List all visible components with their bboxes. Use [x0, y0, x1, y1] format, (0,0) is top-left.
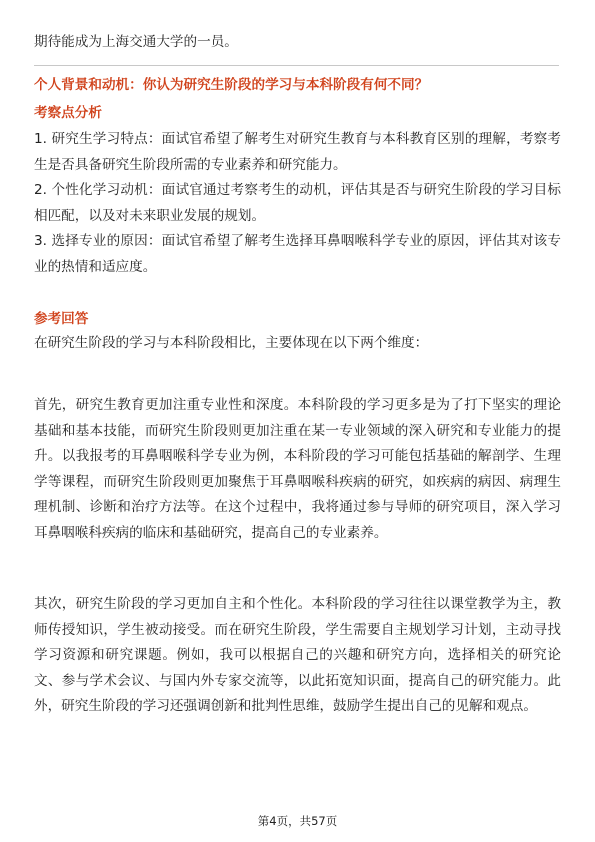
section-divider: [34, 65, 559, 66]
analysis-item: 3. 选择专业的原因：面试官希望了解考生选择耳鼻咽喉科学专业的原因，评估其对该专业的热情和适应度。: [34, 233, 561, 275]
answer-intro: 在研究生阶段的学习与本科阶段相比，主要体现在以下两个维度：: [34, 335, 429, 351]
analysis-item: 1. 研究生学习特点：面试官希望了解考生对研究生教育与本科教育区别的理解，考察考生是否具备研究生阶段所需的专业素养和研究能力。: [34, 131, 561, 173]
continued-text: 期待能成为上海交通大学的一员。: [34, 34, 238, 50]
answer-heading: 参考回答: [34, 311, 89, 327]
analysis-list: [34, 127, 561, 280]
question-heading: 个人背景和动机：你认为研究生阶段的学习与本科阶段有何不同？: [34, 77, 429, 93]
answer-paragraph: 首先，研究生教育更加注重专业性和深度。本科阶段的学习更多是为了打下坚实的理论基础和基本技能，而研究生阶段则更加注重在某一专业领域的深入研究和专业能力的提升。以我报考的耳鼻咽喉科学专业为例，本科阶段的学习可能包括基础的解剖学、生理学等课程，而研究生阶段则更加聚焦于耳鼻咽喉科疾病的研究，如疾病的病因、病理生理机制、诊断和治疗方法等。在这个过程中，我将通过参与导师的研究项目，深入学习耳鼻咽喉科疾病的临床和基础研究，提高自己的专业素养。: [34, 397, 561, 541]
analysis-heading: 考察点分析: [34, 105, 102, 121]
analysis-item: 2. 个性化学习动机：面试官通过考察考生的动机，评估其是否与研究生阶段的学习目标相匹配，以及对未来职业发展的规划。: [34, 182, 561, 224]
answer-paragraph: 其次，研究生阶段的学习更加自主和个性化。本科阶段的学习往往以课堂教学为主，教师传授知识，学生被动接受。而在研究生阶段，学生需要自主规划学习计划，主动寻找学习资源和研究课题。例如，我可以根据自己的兴趣和研究方向，选择相关的研究论文、参与学术会议、与国内外专家交流等，以此拓宽知识面，提高自己的研究能力。此外，研究生阶段的学习还强调创新和批判性思维，鼓励学生提出自己的见解和观点。: [34, 596, 561, 714]
page-number: 第4页，共57页: [257, 814, 338, 828]
